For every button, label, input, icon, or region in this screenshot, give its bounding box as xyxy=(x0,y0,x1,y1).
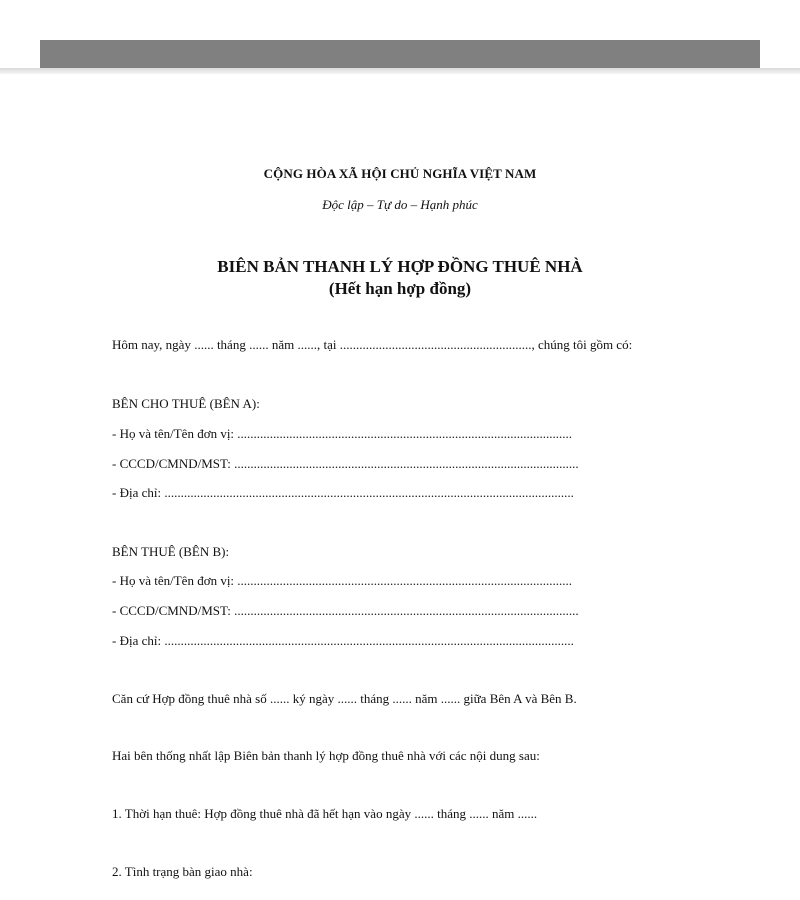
party-a-heading: BÊN CHO THUÊ (BÊN A): xyxy=(112,396,260,411)
document-page xyxy=(0,74,800,900)
agreement-line: Hai bên thống nhất lập Biên bản thanh lý hợp đồng thuê nhà với các nội dung sau: xyxy=(112,748,540,763)
party-b-heading: BÊN THUÊ (BÊN B): xyxy=(112,544,230,559)
intro-line: Hôm nay, ngày ...... tháng ...... năm ......, tại ..........................................................., chúng tôi gồm có: xyxy=(112,337,633,352)
party-b-address-line: - Địa chỉ: .............................................................................................................................. xyxy=(112,633,574,648)
national-motto: Độc lập – Tự do – Hạnh phúc xyxy=(322,197,478,212)
document-title-main: BIÊN BẢN THANH LÝ HỢP ĐỒNG THUÊ NHÀ xyxy=(217,257,583,276)
item-1-lease-term: 1. Thời hạn thuê: Hợp đồng thuê nhà đã hết hạn vào ngày ...... tháng ...... năm ...... xyxy=(112,806,538,821)
national-title: CỘNG HÒA XÃ HỘI CHỦ NGHĨA VIỆT NAM xyxy=(263,166,537,181)
party-a-id-line: - CCCD/CMND/MST: .......................................................................................................... xyxy=(112,456,579,471)
document-title xyxy=(0,256,800,300)
party-a-address-line: - Địa chỉ: .............................................................................................................................. xyxy=(112,485,574,500)
party-b-id-line: - CCCD/CMND/MST: .......................................................................................................... xyxy=(112,603,579,618)
viewer-toolbar-strip xyxy=(40,40,760,70)
document-title-sub: (Hết hạn hợp đồng) xyxy=(328,279,472,298)
party-a-name-line: - Họ và tên/Tên đơn vị: ....................................................................................................... xyxy=(112,426,573,441)
item-2-handover-status: 2. Tình trạng bàn giao nhà: xyxy=(112,864,253,879)
contract-basis-line: Căn cứ Hợp đồng thuê nhà số ...... ký ngày ...... tháng ...... năm ...... giữa Bên A và Bên B. xyxy=(112,691,577,706)
party-b-name-line: - Họ và tên/Tên đơn vị: ....................................................................................................... xyxy=(112,573,573,588)
